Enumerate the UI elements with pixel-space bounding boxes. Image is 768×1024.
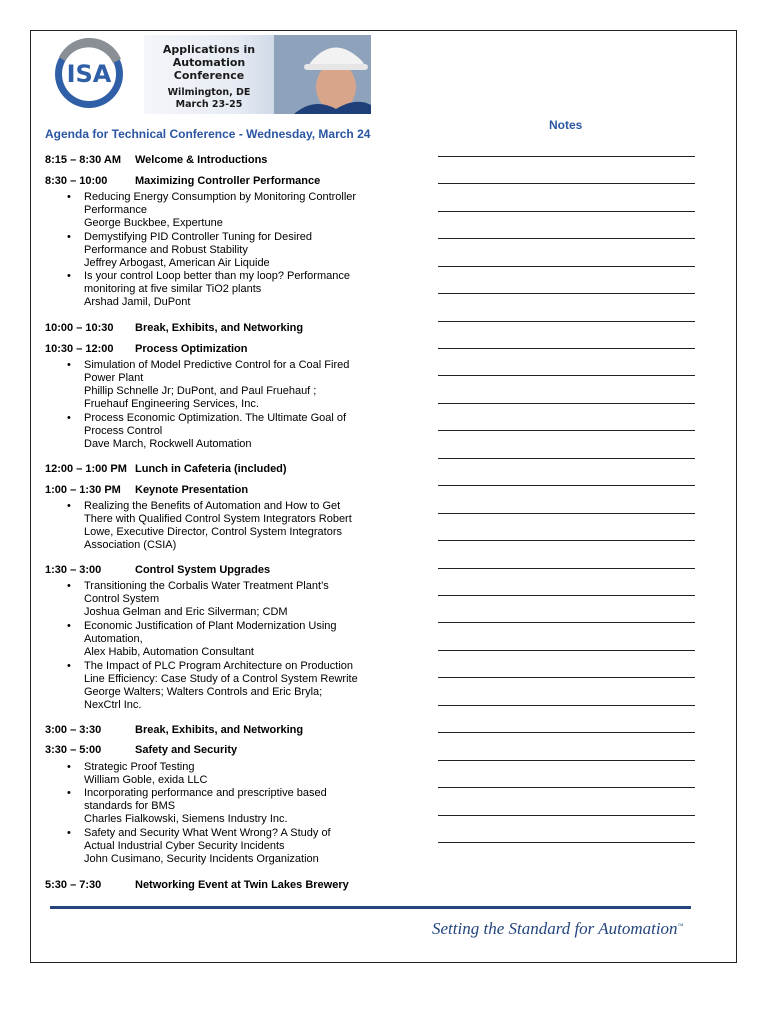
note-line [438, 211, 695, 212]
note-line [438, 760, 695, 761]
note-line [438, 430, 695, 431]
talk-title: Transitioning the Corbalis Water Treatment Plant’s [84, 580, 329, 592]
bullet-icon: • [67, 270, 71, 282]
talk-title: Demystifying PID Controller Tuning for Desired [84, 231, 313, 243]
talk-title: Process Control [84, 425, 163, 437]
talk-title: standards for BMS [84, 800, 176, 812]
isa-logo [47, 35, 144, 114]
session-title: Keynote Presentation [135, 484, 249, 496]
talk-title: Lowe, Executive Director, Control System Integrators [84, 526, 342, 538]
banner-line-3: Conference [173, 69, 245, 82]
talk-speaker: Arshad Jamil, DuPont [84, 296, 191, 308]
bullet-icon: • [67, 787, 71, 799]
bullet-icon: • [67, 412, 71, 424]
talk-title: Performance and Robust Stability [84, 244, 248, 256]
session-title: Maximizing Controller Performance [135, 175, 321, 187]
talk-title: Line Efficiency: Case Study of a Control System Rewrite [84, 673, 358, 685]
note-line [438, 238, 695, 239]
session-time: 3:30 – 5:00 [45, 744, 102, 756]
banner-dates: March 23-25 [175, 99, 243, 110]
bullet-icon: • [67, 620, 71, 632]
session-title: Welcome & Introductions [135, 154, 268, 166]
talk-title: Actual Industrial Cyber Security Incidents [84, 840, 285, 852]
note-line [438, 568, 695, 569]
talk-title: Process Economic Optimization. The Ultimate Goal of [84, 412, 347, 424]
note-line [438, 375, 695, 376]
footer-tagline [432, 919, 683, 939]
session-title: Safety and Security [135, 744, 238, 756]
talk-speaker: John Cusimano, Security Incidents Organization [84, 853, 319, 865]
notes-title: Notes [549, 118, 583, 132]
session-title: Break, Exhibits, and Networking [135, 322, 304, 334]
note-line [438, 595, 695, 596]
talk-speaker: William Goble, exida LLC [84, 774, 208, 786]
session-time: 10:00 – 10:30 [45, 322, 114, 334]
trademark-symbol: ™ [677, 923, 684, 930]
session-title: Process Optimization [135, 343, 248, 355]
talk-title: Control System [84, 593, 160, 605]
talk-speaker: Jeffrey Arbogast, American Air Liquide [84, 257, 270, 269]
session-title: Break, Exhibits, and Networking [135, 724, 304, 736]
session-title: Networking Event at Twin Lakes Brewery [135, 879, 349, 891]
agenda-title: Agenda for Technical Conference - Wednesday, March 24 [45, 127, 371, 141]
session-time: 5:30 – 7:30 [45, 879, 102, 891]
banner-text-panel [144, 35, 274, 114]
note-line [438, 266, 695, 267]
note-line [438, 732, 695, 733]
talk-speaker: Charles Fialkowski, Siemens Industry Inc. [84, 813, 288, 825]
note-line [438, 183, 695, 184]
note-line [438, 677, 695, 678]
note-line [438, 513, 695, 514]
session-time: 1:00 – 1:30 PM [45, 484, 121, 496]
talk-speaker: George Walters; Walters Controls and Eric Bryla; [84, 686, 323, 698]
footer-divider [50, 906, 691, 909]
note-line [438, 348, 695, 349]
talk-title: Incorporating performance and prescriptive based [84, 787, 327, 799]
note-line [438, 787, 695, 788]
talk-title: Association (CSIA) [84, 539, 177, 551]
talk-speaker: Dave March, Rockwell Automation [84, 438, 252, 450]
bullet-icon: • [67, 359, 71, 371]
note-line [438, 485, 695, 486]
session-time: 12:00 – 1:00 PM [45, 463, 127, 475]
talk-title: Simulation of Model Predictive Control for a Coal Fired [84, 359, 350, 371]
session-time: 8:15 – 8:30 AM [45, 154, 122, 166]
session-title: Control System Upgrades [135, 564, 271, 576]
note-line [438, 540, 695, 541]
engineer-photo [274, 35, 371, 114]
bullet-icon: • [67, 500, 71, 512]
talk-title: Safety and Security What Went Wrong? A Study of [84, 827, 331, 839]
talk-title: Performance [84, 204, 147, 216]
banner-line-2: Automation [172, 56, 246, 69]
talk-title: monitoring at five similar TiO2 plants [84, 283, 262, 295]
note-line [438, 705, 695, 706]
banner-location: Wilmington, DE [167, 87, 251, 98]
note-line [438, 815, 695, 816]
talk-speaker: Fruehauf Engineering Services, Inc. [84, 398, 259, 410]
bullet-icon: • [67, 231, 71, 243]
talk-title: Is your control Loop better than my loop? Performance [84, 270, 350, 282]
note-line [438, 321, 695, 322]
session-title: Lunch in Cafeteria (included) [135, 463, 287, 475]
session-time: 3:00 – 3:30 [45, 724, 102, 736]
talk-title: Realizing the Benefits of Automation and How to Get [84, 500, 341, 512]
session-time: 1:30 – 3:00 [45, 564, 102, 576]
conference-banner [47, 35, 371, 114]
isa-logo-text: ISA [66, 60, 112, 88]
talk-title: Economic Justification of Plant Modernization Using [84, 620, 337, 632]
note-line [438, 650, 695, 651]
note-line [438, 293, 695, 294]
talk-speaker: Alex Habib, Automation Consultant [84, 646, 254, 658]
talk-title: Reducing Energy Consumption by Monitoring Controller [84, 191, 357, 203]
note-line [438, 403, 695, 404]
talk-speaker: NexCtrl Inc. [84, 699, 142, 711]
bullet-icon: • [67, 827, 71, 839]
tagline-text: Setting the Standard for Automation [432, 919, 678, 938]
talk-speaker: Phillip Schnelle Jr; DuPont, and Paul Fruehauf ; [84, 385, 317, 397]
talk-speaker: Joshua Gelman and Eric Silverman; CDM [84, 606, 288, 618]
banner-line-1: Applications in [162, 43, 256, 56]
note-line [438, 156, 695, 157]
talk-title: Power Plant [84, 372, 144, 384]
talk-speaker: George Buckbee, Expertune [84, 217, 223, 229]
bullet-icon: • [67, 761, 71, 773]
talk-title: There with Qualified Control System Integrators Robert [84, 513, 352, 525]
talk-title: Strategic Proof Testing [84, 761, 195, 773]
talk-title: The Impact of PLC Program Architecture on Production [84, 660, 354, 672]
bullet-icon: • [67, 191, 71, 203]
talk-title: Automation, [84, 633, 143, 645]
note-line [438, 458, 695, 459]
note-line [438, 622, 695, 623]
note-line [438, 842, 695, 843]
session-time: 8:30 – 10:00 [45, 175, 108, 187]
session-time: 10:30 – 12:00 [45, 343, 114, 355]
bullet-icon: • [67, 580, 71, 592]
bullet-icon: • [67, 660, 71, 672]
